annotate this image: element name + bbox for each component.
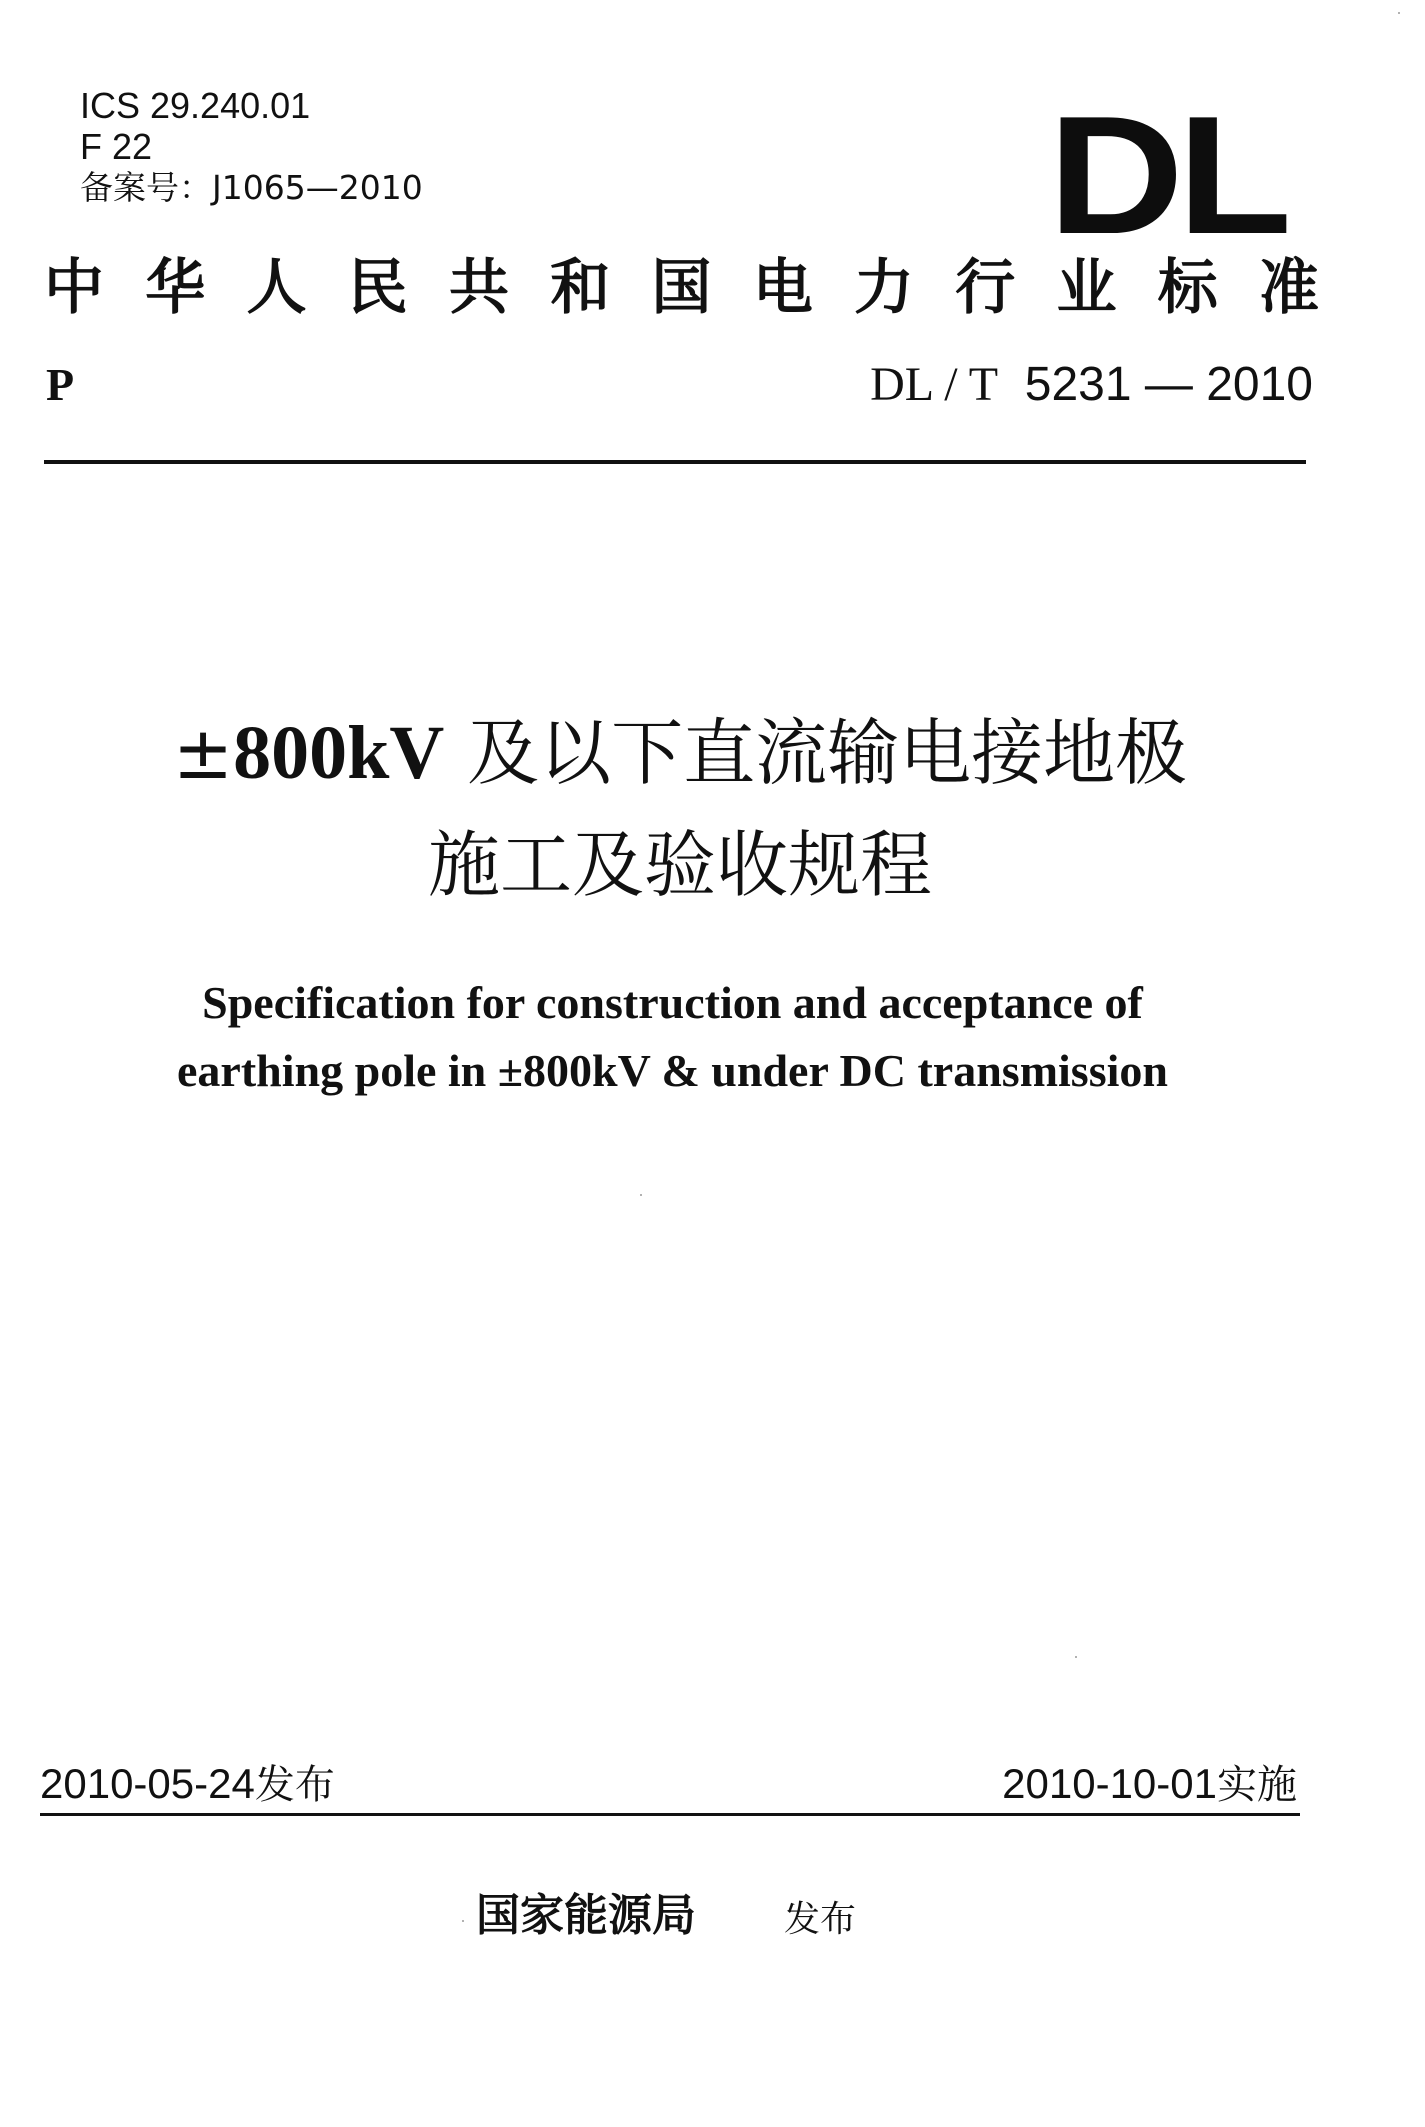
issue-date-value: 2010-05-24 bbox=[40, 1760, 255, 1807]
effective-date-label: 实施 bbox=[1217, 1762, 1297, 1808]
title-zh-line2: 施工及验收规程 bbox=[427, 823, 932, 907]
org-title-char: 电 bbox=[752, 253, 813, 323]
standard-code: 5231 — 2010 bbox=[1024, 358, 1313, 411]
effective-date-value: 2010-10-01 bbox=[1002, 1760, 1217, 1807]
org-title-char: 中 bbox=[44, 253, 104, 323]
org-title-char: 准 bbox=[1259, 253, 1319, 323]
title-zh-rest: 及以下直流输电接地极 bbox=[444, 711, 1188, 795]
category-code: P bbox=[46, 359, 75, 410]
scan-speck bbox=[462, 1920, 464, 1922]
standard-prefix: DL / T bbox=[870, 358, 999, 411]
org-title bbox=[44, 252, 1319, 324]
org-title-char: 民 bbox=[347, 253, 408, 323]
scan-speck bbox=[1398, 12, 1400, 14]
effective-date bbox=[1002, 1758, 1297, 1811]
org-title-char: 业 bbox=[1056, 253, 1117, 323]
header-divider bbox=[44, 460, 1306, 464]
issue-date-label: 发布 bbox=[254, 1762, 335, 1808]
publisher-action: 发布 bbox=[784, 1899, 857, 1940]
dl-logo: DL bbox=[1048, 81, 1286, 269]
org-title-char: 标 bbox=[1157, 253, 1218, 323]
org-title-char: 华 bbox=[145, 253, 206, 323]
ics-code: ICS 29.240.01 bbox=[80, 85, 311, 126]
issue-date bbox=[40, 1758, 335, 1811]
title-zh-plusminus: ± bbox=[172, 711, 234, 795]
title-en-line2: earthing pole in ±800kV & under DC transmission bbox=[177, 1045, 1168, 1096]
scan-speck bbox=[1075, 1656, 1077, 1658]
org-title-char: 共 bbox=[449, 253, 509, 323]
footer-divider bbox=[40, 1813, 1300, 1816]
title-zh-voltage: 800kV bbox=[233, 711, 445, 795]
org-title-char: 人 bbox=[246, 253, 307, 323]
standard-number bbox=[870, 358, 1313, 412]
publisher-name: 国家能源局 bbox=[476, 1890, 696, 1941]
classification-code: F 22 bbox=[80, 126, 153, 167]
org-title-char: 和 bbox=[550, 253, 611, 323]
org-title-char: 国 bbox=[651, 253, 712, 323]
title-zh-line1 bbox=[0, 708, 1360, 798]
record-number: 备案号：J1065—2010 bbox=[80, 168, 423, 207]
org-title-char: 行 bbox=[955, 253, 1016, 323]
org-title-char: 力 bbox=[854, 253, 914, 323]
scan-speck bbox=[640, 1194, 642, 1196]
title-en-line1: Specification for construction and acceptance of bbox=[202, 977, 1143, 1028]
